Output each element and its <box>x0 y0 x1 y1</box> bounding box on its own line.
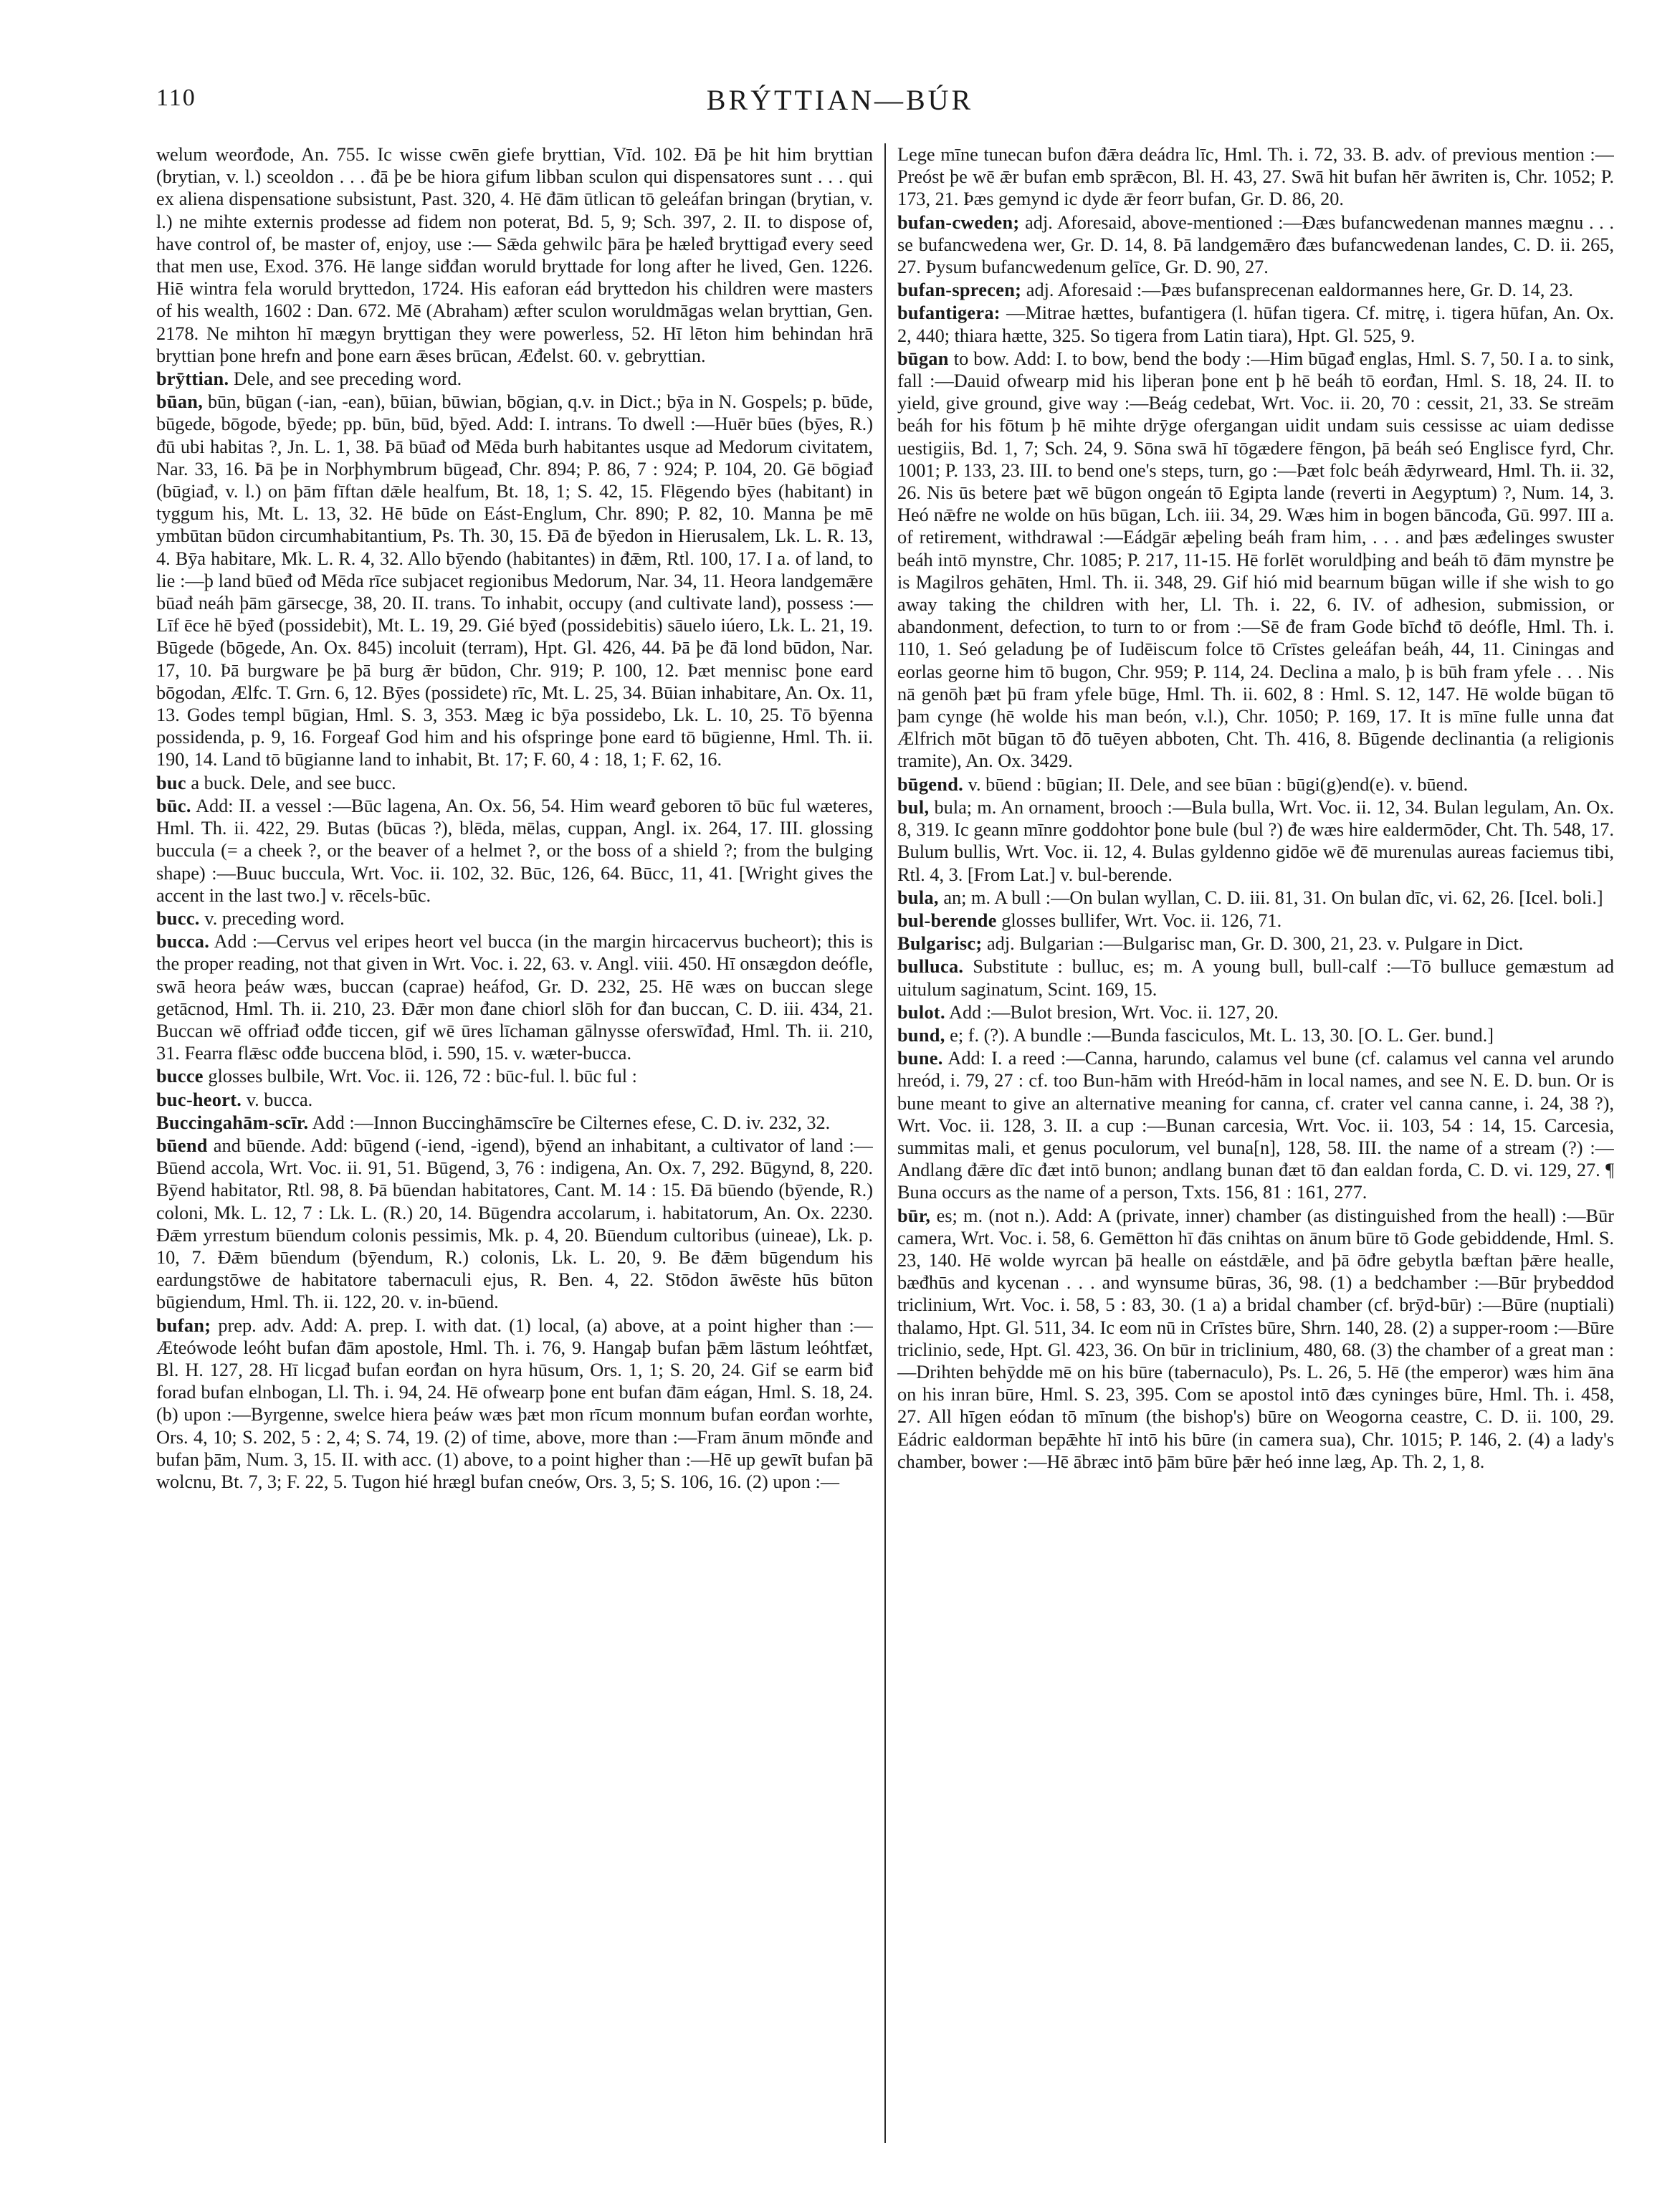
dictionary-entry <box>156 1135 873 1314</box>
dictionary-entry <box>897 279 1614 301</box>
entry-text: a buck. Dele, and see bucc. <box>191 772 396 793</box>
dictionary-entry <box>156 368 873 390</box>
entry-headword: būan, <box>156 391 204 413</box>
dictionary-entry <box>897 932 1614 955</box>
entry-headword: bula, <box>897 887 939 908</box>
dictionary-entry <box>897 887 1614 909</box>
dictionary-entry <box>897 1047 1614 1203</box>
right-column <box>897 143 1614 2150</box>
entry-text: es; m. (not n.). Add: A (private, inner) chamber (as distinguished from the heall) :—Būr camera, Wrt. Voc. i. 58, 6. Gemētton hī đās cnihtas on ānum būre tō Gode gebiddende, Hml. S. 23, 140. Hē wolde wyrcan þā healle on eástdǣle, and þā ōđre gebytla bæftan þǣre healle, bæđhūs and kycenan . . . and wynsume būras, 36, 98. (1) a bedchamber :—Būr þrybeddod triclinium, Wrt. Voc. i. 58, 5 : 83, 30. (1 a) a bridal chamber (cf. brȳd-būr) :—Būre (nuptiali) thalamo, Hpt. Gl. 511, 34. Ic eom nū in Crīstes būre, Shrn. 140, 28. (2) a supper-room :—Būre triclinio, sede, Hpt. Gl. 423, 36. On būr in triclinium, 480, 68. (3) the chamber of a great man :—Drihten behȳdde mē on his būre (tabernaculo), Ps. L. 26, 5. Hē (the emperor) wæs him āna on his inran būre, Hml. S. 23, 395. Com se apostol intō đæs cyninges būre, Hml. Th. i. 458, 27. All hīgen eódan tō mīnum (the bishop's) būre on Weogorna ceastre, C. D. ii. 100, 29. Eádric ealdorman bepǣhte hī intō his būre (in camera sua), Chr. 1015; P. 146, 2. (4) a lady's chamber, bower :—Hē ābræc intō þām būre þǣr heó inne læg, Ap. Th. 2, 1, 8. <box>897 1205 1614 1472</box>
column-divider <box>884 143 886 2143</box>
entry-text: Dele, and see preceding word. <box>233 368 462 390</box>
page-header <box>0 0 1680 122</box>
dictionary-entry <box>156 930 873 1064</box>
dictionary-entry <box>897 302 1614 346</box>
dictionary-entry <box>897 1205 1614 1473</box>
entry-text: adj. Aforesaid, above-mentioned :—Đæs bufancwedenan mannes mægnu . . . se bufancwedena wer, Gr. D. 14, 8. Þā landgemǣro đæs bufancwedenan landes, C. D. ii. 265, 27. Þysum bufancwedenum gelīce, Gr. D. 90, 27. <box>897 211 1614 278</box>
entry-headword: bulluca. <box>897 956 964 978</box>
entry-headword: bufan-sprecen; <box>897 280 1022 301</box>
left-column <box>156 143 873 2150</box>
entry-text: Add :—Bulot bresion, Wrt. Voc. ii. 127, 20. <box>948 1001 1279 1023</box>
entry-headword: bune. <box>897 1048 943 1069</box>
entry-headword: būgan <box>897 348 949 369</box>
dictionary-entry <box>897 955 1614 1000</box>
entry-text: Substitute : bulluc, es; m. A young bull, bull-calf :—Tō bulluce gemæstum ad uitulum saginatum, Scint. 169, 15. <box>897 956 1614 1000</box>
entry-headword: buc-heort. <box>156 1089 242 1110</box>
entry-text: to bow. Add: I. to bow, bend the body :—Him būgađ englas, Hml. S. 7, 50. I a. to sink, fall :—Dauid ofwearp mid his liþeran þone ent þ hē beáh tō eorđan, Hml. S. 18, 24. II. to yield, give ground, give way :—Beág cedebat, Wrt. Voc. ii. 20, 70 : cessit, 21, 33. Se streām beáh for his fōtum þ hē mihte drȳge ofergangan uidit undam suis cessisse ac uiam dedisse uestigiis, Bd. 1, 7; Sch. 24, 9. Sōna swā hī tōgædere fēngon, þā beáh seó Englisce fyrd, Chr. 1001; P. 133, 23. III. to bend one's steps, turn, go :—Þæt folc beáh ǣdyrweard, Hml. Th. ii. 32, 26. Nis ūs betere þæt wē būgon ongeán tō Egipta lande (reverti in Aegyptum) ?, Num. 14, 3. Heó nǣfre ne wolde on hūs būgan, Lch. iii. 34, 29. Wæs him in bogen bāncođa, Gū. 997. III a. of retirement, withdrawal :—Eádgār æþeling beáh fram him, . . . and þæs æđelinges swuster beáh intō mynstre, Chr. 1085; P. 217, 11-15. Hē forlēt woruldþing and beáh tō đām mynstre þe is Magilros gehāten, Hml. Th. ii. 348, 29. Gif hió mid bearnum būgan wille if she wish to go away taking the children with her, Ll. Th. i. 22, 6. IV. of adhesion, submission, or abandonment, defection, to turn to or from :—Sē đe fram Gode bīchđ tō deófle, Hml. Th. i. 110, 1. Seó geladung þe of Iudēiscum folce tō Crīstes geleáfan beáh, 44, 11. Ciningas and eorlas georne him tō bugon, Chr. 959; P. 114, 24. Declina a malo, þ is būh fram yfele . . . Nis nā genōh þæt þū fram yfele būge, Hml. Th. ii. 602, 8 : Hml. S. 12, 147. Hē wolde būgan tō þam cynge (hē wolde his man beón, v.l.), Chr. 1050; P. 169, 17. It is mīne fulle unna đat Ælfrich mōt būgan tō đō tuēyen abboten, Cht. Th. 416, 8. Būgende declinantia (a religionis tramite), An. Ox. 3429. <box>897 348 1614 772</box>
entry-text: adj. Aforesaid :—Þæs bufansprecenan ealdormannes here, Gr. D. 14, 23. <box>1026 280 1573 301</box>
dictionary-entry <box>897 348 1614 773</box>
entry-headword: bufantigera: <box>897 302 1001 324</box>
entry-headword: bulot. <box>897 1001 945 1023</box>
dictionary-entry <box>897 143 1614 211</box>
entry-text: Lege mīne tunecan bufon đǣra deádra līc, Hml. Th. i. 72, 33. B. adv. of previous mention :—Preóst þe wē ǣr bufan emb sprǣcon, Bl. H. 43, 27. Swā hit bufan hēr āwriten is, Chr. 1052; P. 173, 21. Þæs gemynd ic dyde ǣr feorr bufan, Gr. D. 86, 20. <box>897 144 1614 210</box>
entry-headword: Bulgarisc; <box>897 933 983 955</box>
entry-text: welum weorđode, An. 755. Ic wisse cwēn giefe bryttian, Vīd. 102. Đā þe hit him bryttian (brytian, v. l.) sceoldon . . . đā þe be hiora gifum libban sculon qui dispensatores sunt . . . qui ex aliena dispensatione subsistunt, Past. 320, 4. Hē đām ūtlican tō geleáfan bringan (brytian, v. l.) ne mihte externis prodesse ad fidem non poterat, Bd. 5, 9; Sch. 397, 2. II. to dispose of, have control of, be master of, enjoy, use :— Sǣda gehwilc þāra þe hæleđ bryttigađ every seed that men use, Exod. 376. Hē lange siđđan woruld bryttade for long after he lived, Gen. 1226. Hiē wintra fela woruld bryttedon, 1724. His eaforan eád bryttedon his children were masters of his wealth, 1602 : Dan. 672. Mē (Abraham) æfter sculon woruldmāgas welan bryttian, Gen. 2178. Ne mihton hī mægyn bryttigan they were powerless, 52. Hī lēton him behindan hrā bryttian þone hrefn and þone earn ǣses brūcan, Æđelst. 60. v. gebryttian. <box>156 144 873 366</box>
entry-headword: bufan; <box>156 1314 211 1336</box>
entry-text: bula; m. An ornament, brooch :—Bula bulla, Wrt. Voc. ii. 12, 34. Bulan legulam, An. Ox. 8, 319. Ic geann mīnre goddohtor þone bule (bul ?) đe wæs hire ealdermōder, Cht. Th. 548, 17. Bulum bullis, Wrt. Voc. ii. 12, 4. Bulas gyldenno gidōe wē đē murenulas aureas faciemus tibi, Rtl. 4, 3. [From Lat.] v. bul-berende. <box>897 796 1614 885</box>
dictionary-entry <box>897 796 1614 886</box>
entry-headword: buc <box>156 772 186 793</box>
entry-text: an; m. A bull :—On bulan wyllan, C. D. iii. 81, 31. On bulan dīc, vi. 62, 26. [Icel. boli.] <box>943 887 1603 908</box>
entry-headword: būgend. <box>897 773 963 795</box>
entry-headword: bucc. <box>156 907 200 929</box>
entry-text: v. preceding word. <box>204 907 345 929</box>
dictionary-entry <box>897 211 1614 279</box>
dictionary-entry <box>897 1024 1614 1046</box>
entry-headword: Buccingahām-scīr. <box>156 1112 309 1133</box>
dictionary-entry <box>156 1112 873 1134</box>
entry-text: and būende. Add: būgend (-iend, -igend), bȳend an inhabitant, a cultivator of land :—Būend accola, Wrt. Voc. ii. 91, 51. Būgend, 3, 76 : indigena, An. Ox. 7, 292. Būgynd, 8, 220. Bȳend habitator, Rtl. 98, 8. Þā būendan habitatores, Cant. M. 14 : 15. Đā būendo (bȳende, R.) coloni, Mk. L. 12, 7 : Lk. L. (R.) 20, 14. Būgendra accolarum, i. habitatorum, An. Ox. 2230. Đǣm yrrestum būendum colonis pessimis, Mk. p. 4, 20. Būendum cultoribus (uineae), Lk. p. 10, 7. Đǣm būendum (bȳendum, R.) colonis, Lk. L. 20, 9. Be đǣm būgendum his eardungstōwe de habitatore tabernaculi ejus, R. Ben. 4, 22. Stōdon āwēste hūs būton būgiendum, Hml. Th. ii. 122, 20. v. in-būend. <box>156 1135 873 1313</box>
entry-headword: brȳttian. <box>156 368 229 390</box>
dictionary-entry <box>897 909 1614 932</box>
entry-text: glosses bulbile, Wrt. Voc. ii. 126, 72 : būc-ful. l. būc ful : <box>208 1066 637 1087</box>
entry-text: Add: I. a reed :—Canna, harundo, calamus vel bune (cf. calamus vel canna vel arundo hreód, i. 79, 27 : cf. too Bun-hām with Hreód-hām in local names, and see N. E. D. bun. Or is bune meant to give an alternative meaning for canna, cf. crater vel canna canne, i. 24, 38 ?), Wrt. Voc. ii. 128, 3. II. a cup :—Bunan carcesia, Wrt. Voc. ii. 103, 54 : 14, 15. Carcesia, summitas mali, et genus poculorum, vel buna[n], 128, 58. III. the name of a stream (?) :—Andlang đǣre dīc đæt intō bunon; andlang bunan đæt tō đan ealdan forda, C. D. vi. 129, 27. ¶ Buna occurs as the name of a person, Txts. 156, 81 : 161, 277. <box>897 1048 1614 1203</box>
entry-text: —Mitrae hættes, bufantigera (l. hūfan tigera. Cf. mitrę, i. tigera hūfan, An. Ox. 2, 440; thiara hætte, 325. So tigera from Latin tiara), Hpt. Gl. 525, 9. <box>897 302 1614 346</box>
dictionary-entry <box>156 907 873 930</box>
entry-headword: bul, <box>897 796 930 818</box>
entry-text: Add: II. a vessel :—Būc lagena, An. Ox. 56, 54. Him wearđ geboren tō būc ful wæteres, Hml. Th. ii. 422, 29. Butas (būcas ?), blēda, mēlas, cuppan, Angl. ix. 264, 17. III. glossing buccula (= a cheek ?, or the beaver of a helmet ?, or the boss of a shield ?; from the bulging shape) :—Buuc buccula, Wrt. Voc. ii. 102, 32. Būc, 126, 64. Būcc, 11, 41. [Wright gives the accent in the last two.] v. rēcels-būc. <box>156 795 873 906</box>
entry-text: e; f. (?). A bundle :—Bunda fasciculos, Mt. L. 13, 30. [O. L. Ger. bund.] <box>950 1024 1494 1046</box>
entry-headword: būc. <box>156 795 191 816</box>
entry-headword: bufan-cweden; <box>897 211 1020 233</box>
entry-headword: bucce <box>156 1066 204 1087</box>
dictionary-entry <box>897 773 1614 796</box>
entry-text: adj. Bulgarian :—Bulgarisc man, Gr. D. 300, 21, 23. v. Pulgare in Dict. <box>987 933 1524 955</box>
entry-headword: būr, <box>897 1205 931 1226</box>
entry-headword: bul-berende <box>897 909 997 931</box>
entry-headword: būend <box>156 1135 208 1156</box>
entry-headword: bucca. <box>156 931 210 952</box>
running-head: BRÝTTIAN—BÚR <box>706 84 974 116</box>
dictionary-entry <box>156 1314 873 1494</box>
dictionary-entry <box>156 772 873 794</box>
entry-text: Add :—Cervus vel eripes heort vel bucca (in the margin hircacervus bucheort); this is the proper reading, not that given in Wrt. Voc. i. 22, 63. v. Angl. viii. 450. Hī onsægdon deófle, swā heora þeáw wæs, buccan (caprae) heáfod, Gr. D. 232, 25. Hē wæs on buccan slege getācnod, Hml. Th. ii. 210, 23. Đǣr mon đane chiorl slōh for đan buccan, C. D. iii. 434, 21. Buccan wē offriađ ođđe ticcen, gif wē ūres līchaman gālnysse oferswīđađ, Hml. Th. ii. 210, 31. Fearra flǣsc ođđe buccena blōd, i. 590, 15. v. wæter-bucca. <box>156 931 873 1064</box>
entry-text: v. būend : būgian; II. Dele, and see būan : būgi(g)end(e). v. būend. <box>968 773 1469 795</box>
dictionary-entry <box>897 1001 1614 1023</box>
dictionary-entry <box>156 143 873 367</box>
entry-text: v. bucca. <box>246 1089 313 1110</box>
dictionary-entry <box>156 1065 873 1087</box>
page-number: 110 <box>156 85 196 111</box>
dictionary-entry <box>156 1089 873 1111</box>
entry-headword: bund, <box>897 1024 945 1046</box>
dictionary-entry <box>156 795 873 907</box>
entry-text: būn, būgan (-ian, -ean), būian, būwian, bōgian, q.v. in Dict.; bȳa in N. Gospels; p. būde, būgede, bōgode, bȳede; pp. būn, būd, bȳed. Add: I. intrans. To dwell :—Huēr būes (bȳes, R.) đū ubi habitas ?, Jn. L. 1, 38. Þā būađ ođ Mēda burh habitantes usque ad Medorum civitatem, Nar. 33, 16. Þā þe in Norþhymbrum būgeađ, Chr. 894; P. 86, 7 : 924; P. 104, 20. Gē bōgiađ (būgiađ, v. l.) on þām fīftan dǣle healfum, Bt. 18, 1; S. 42, 15. Flēgendo bȳes (habitant) in tyggum his, Mt. L. 13, 32. Hē būde on Eást-Englum, Chr. 890; P. 82, 10. Manna þe mē ymbūtan būdon circumhabitantium, Ps. Th. 30, 15. Đā đe bȳedon in Hierusalem, Lk. L. R. 13, 4. Bȳa habitare, Mk. L. R. 4, 32. Allo bȳendo (habitantes) in đǣm, Rtl. 100, 17. I a. of land, to lie :—þ land būeđ ođ Mēda rīce subjacet regionibus Medorum, Nar. 34, 11. Heora landgemǣre būađ neáh þām gārsecge, 38, 20. II. trans. To inhabit, occupy (and cultivate land), possess :— Līf ēce hē bȳeđ (possidebit), Mt. L. 19, 29. Gié bȳeđ (possidebitis) sāuelo iúero, Lk. L. 21, 19. Būgede (bōgede, An. Ox. 845) incoluit (terram), Hpt. Gl. 426, 44. Þā þe đā lond būdon, Nar. 17, 10. Þā burgware þe þā burg ǣr būdon, Chr. 919; P. 100, 12. Þæt mennisc þone eard bōgodan, Ælfc. T. Grn. 6, 12. Bȳes (possidete) rīc, Mt. L. 25, 34. Būian inhabitare, An. Ox. 11, 13. Godes templ būgian, Hml. S. 3, 353. Mæg ic bȳa possidebo, Lk. L. 10, 25. Tō bȳenna possidenda, p. 9, 16. Forgeaf God him and his ofspringe þone eard tō būgienne, Hml. Th. ii. 190, 14. Land tō būgianne land to inhabit, Bt. 17; F. 60, 4 : 18, 1; F. 62, 16. <box>156 391 873 770</box>
entry-text: glosses bullifer, Wrt. Voc. ii. 126, 71. <box>1001 909 1282 931</box>
entry-text: prep. adv. Add: A. prep. I. with dat. (1) local, (a) above, at a point higher than :—Æteówode leóht bufan đām apostole, Hml. Th. i. 76, 9. Hangaþ bufan þǣm lāstum leóhtfæt, Bl. H. 127, 28. Hī licgađ bufan eorđan on hyra hūsum, Ors. 1, 1; S. 20, 24. Gif se earm biđ forad bufan elnbogan, Ll. Th. i. 94, 24. Hē ofwearp þone ent bufan đām eágan, Hml. S. 18, 24. (b) upon :—Byrgenne, swelce hiera þeáw wæs þæt mon rīcum monnum bufan eorđan worhte, Ors. 4, 10; S. 202, 5 : 2, 4; S. 74, 19. (2) of time, above, more than :—Fram ānum mōnđe and bufan þām, Num. 3, 15. II. with acc. (1) above, to a point higher than :—Hē up gewīt bufan þā wolcnu, Bt. 7, 3; F. 22, 5. Tugon hié hrægl bufan cneów, Ors. 3, 5; S. 106, 16. (2) upon :— <box>156 1314 873 1492</box>
entry-text: Add :—Innon Buccinghāmscīre be Cilternes efese, C. D. iv. 232, 32. <box>312 1112 831 1133</box>
dictionary-entry <box>156 391 873 770</box>
